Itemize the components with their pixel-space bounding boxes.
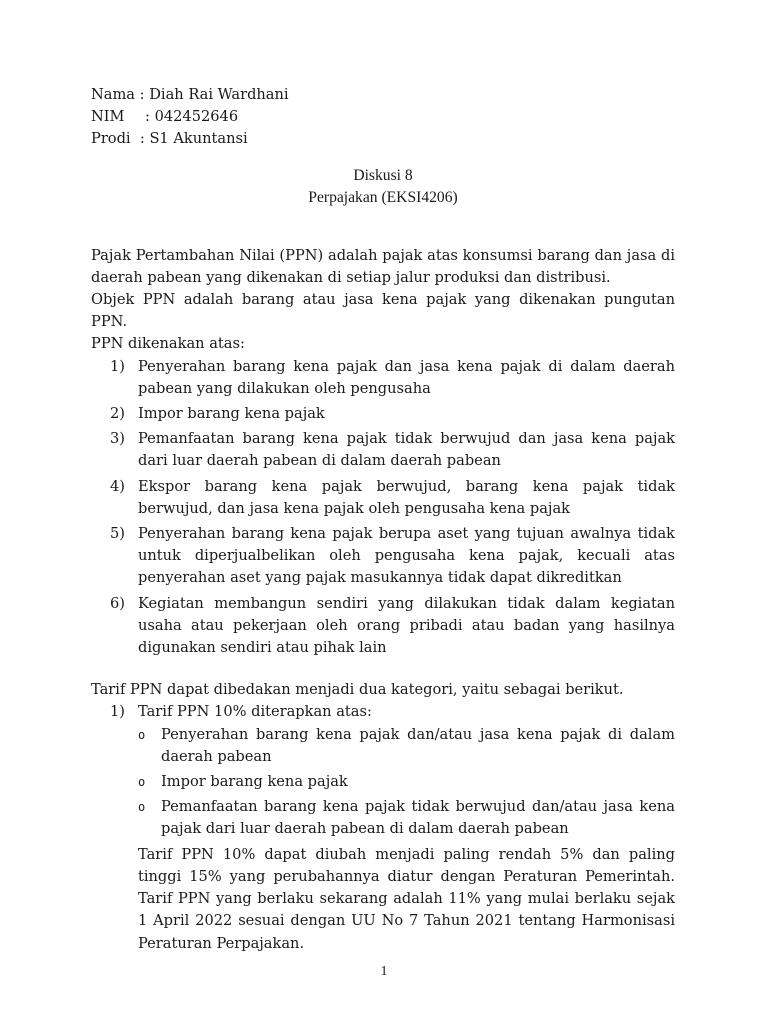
name-value: Diah Rai Wardhani bbox=[149, 86, 289, 103]
list-item-text: Pemanfaatan barang kena pajak tidak berwujud dan jasa kena pajak dari luar daerah pabean di dalam daerah pabean bbox=[138, 430, 675, 470]
bullet-text: Pemanfaatan barang kena pajak tidak berwujud dan/atau jasa kena pajak dari luar daerah pabean di dalam daerah pabean bbox=[161, 798, 675, 838]
nim-value: 042452646 bbox=[154, 108, 239, 126]
ppn-object-list bbox=[91, 356, 675, 660]
student-info bbox=[91, 84, 675, 151]
bullet-marker: o bbox=[138, 727, 146, 742]
name-row bbox=[91, 84, 675, 106]
tariff-item bbox=[91, 701, 675, 954]
title-line-1: Diskusi 8 bbox=[353, 166, 413, 184]
name-label: Nama bbox=[91, 86, 136, 103]
bullet-item bbox=[138, 724, 675, 768]
title-line-2: Perpajakan (EKSI4206) bbox=[308, 188, 458, 206]
intro-paragraph-3: PPN dikenakan atas: bbox=[91, 335, 245, 353]
bullet-item bbox=[138, 796, 675, 840]
list-number: 6) bbox=[110, 594, 125, 612]
list-item-text: Impor barang kena pajak bbox=[138, 405, 325, 423]
intro-section bbox=[91, 245, 675, 356]
list-item bbox=[91, 428, 675, 472]
tariff-list bbox=[91, 701, 675, 954]
list-item bbox=[91, 593, 675, 660]
intro-paragraph-2: Objek PPN adalah barang atau jasa kena pajak yang dikenakan pungutan PPN. bbox=[91, 291, 675, 331]
list-item-text: Ekspor barang kena pajak berwujud, barang kena pajak tidak berwujud, dan jasa kena pajak oleh pengusaha kena pajak bbox=[138, 477, 675, 517]
tariff-note: Tarif PPN 10% dapat diubah menjadi paling rendah 5% dan paling tinggi 15% yang perubahannya diatur dengan Peraturan Pemerintah. Tarif PPN yang berlaku sekarang adalah 11% yang mulai berlaku sejak 1 April 2022 sesuai dengan UU No 7 Tahun 2021 tentang Harmonisasi Peraturan Perpajakan. bbox=[138, 845, 675, 952]
list-item bbox=[91, 403, 675, 425]
nim-label: NIM bbox=[91, 108, 125, 126]
list-item-text: Penyerahan barang kena pajak berupa aset yang tujuan awalnya tidak untuk diperjualbelikan oleh pengusaha kena pajak, kecuali atas penyerahan aset yang pajak masukannya tidak dapat dikreditkan bbox=[138, 525, 675, 587]
list-number: 3) bbox=[110, 430, 125, 448]
tariff-intro: Tarif PPN dapat dibedakan menjadi dua kategori, yaitu sebagai berikut. bbox=[91, 681, 624, 699]
tariff-item-label: Tarif PPN 10% diterapkan atas: bbox=[138, 703, 372, 721]
bullet-text: Penyerahan barang kena pajak dan/atau jasa kena pajak di dalam daerah pabean bbox=[161, 725, 675, 765]
document-title bbox=[91, 165, 675, 209]
list-item bbox=[91, 476, 675, 520]
list-item bbox=[91, 523, 675, 590]
bullet-text: Impor barang kena pajak bbox=[161, 773, 348, 791]
prodi-separator: : bbox=[139, 130, 145, 148]
list-item-text: Kegiatan membangun sendiri yang dilakukan tidak dalam kegiatan usaha atau pekerjaan oleh orang pribadi atau badan yang hasilnya digunakan sendiri atau pihak lain bbox=[138, 594, 675, 657]
tariff-bullet-list bbox=[138, 724, 675, 841]
prodi-row bbox=[91, 128, 675, 150]
page-number: 1 bbox=[380, 964, 388, 979]
bullet-marker: o bbox=[138, 800, 146, 815]
list-number: 1) bbox=[110, 357, 125, 375]
nim-row bbox=[91, 106, 675, 128]
bullet-marker: o bbox=[138, 775, 146, 790]
list-item bbox=[91, 356, 675, 400]
document-body bbox=[91, 84, 675, 958]
prodi-value: S1 Akuntansi bbox=[149, 130, 248, 148]
name-separator: : bbox=[139, 86, 145, 103]
bullet-item bbox=[138, 771, 675, 793]
list-number: 2) bbox=[110, 405, 125, 423]
list-item-text: Penyerahan barang kena pajak dan jasa kena pajak di dalam daerah pabean yang dilakukan oleh pengusaha bbox=[138, 357, 675, 397]
intro-paragraph-1: Pajak Pertambahan Nilai (PPN) adalah pajak atas konsumsi barang dan jasa di daerah pabean yang dikenakan di setiap jalur produksi dan distribusi. bbox=[91, 246, 675, 286]
nim-separator: : bbox=[145, 108, 150, 126]
list-number: 5) bbox=[110, 525, 125, 543]
list-number: 4) bbox=[110, 477, 125, 495]
tariff-item-number: 1) bbox=[110, 703, 125, 721]
prodi-label: Prodi bbox=[91, 130, 131, 148]
